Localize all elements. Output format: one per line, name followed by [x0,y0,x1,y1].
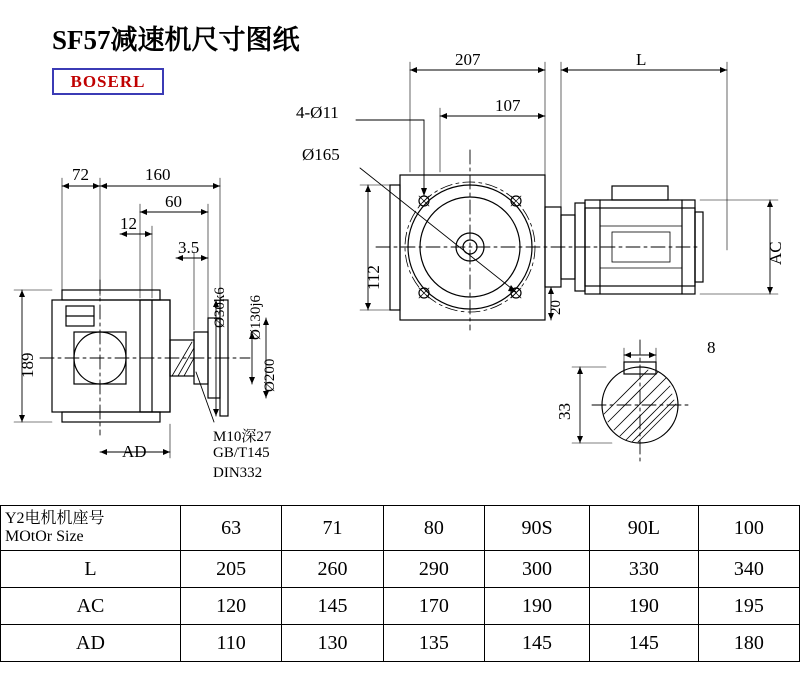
note-standard-din332: DIN332 [213,465,263,481]
table-cell-size-5: 100 [698,506,799,551]
table-row-label-L: L [1,551,181,588]
table-cell-AD-5: 180 [698,625,799,662]
table-cell-AC-1: 145 [282,588,383,625]
specification-table [0,505,800,662]
dim-left-160: 160 [145,165,171,184]
table-cell-AD-3: 145 [485,625,590,662]
table-cell-AD-1: 130 [282,625,383,662]
note-4-holes-d11: 4-Ø11 [296,103,339,122]
table-cell-L-2: 290 [383,551,484,588]
dim-top-20: 20 [548,300,564,315]
dim-top-112: 112 [364,265,383,290]
note-standard-gbt145: GB/T145 [213,445,270,461]
dim-top-107: 107 [495,96,521,115]
table-cell-size-0: 63 [181,506,282,551]
table-header-en: MOtOr Size [5,528,84,545]
table-header-cn: Y2电机机座号 [5,509,105,527]
dim-top-207: 207 [455,50,481,69]
dim-flange-d200: Ø200 [262,358,278,392]
dim-bolt-circle-d165: Ø165 [302,145,340,164]
table-cell-size-2: 80 [383,506,484,551]
table-row [1,625,800,662]
table-cell-AD-2: 135 [383,625,484,662]
dim-shaft-d30k6: Ø30k6 [212,287,228,328]
table-cell-size-3: 90S [485,506,590,551]
dim-top-AC: AC [766,241,785,265]
table-cell-AC-0: 120 [181,588,282,625]
dim-left-72: 72 [72,165,89,184]
table-cell-AD-4: 145 [590,625,699,662]
table-cell-AC-5: 195 [698,588,799,625]
table-cell-L-5: 340 [698,551,799,588]
table-row-label-AC: AC [1,588,181,625]
table-cell-L-0: 205 [181,551,282,588]
dim-left-60: 60 [165,192,182,211]
table-cell-AC-4: 190 [590,588,699,625]
table-cell-L-4: 330 [590,551,699,588]
dim-left-AD: AD [122,442,147,461]
dim-left-3-5: 3.5 [178,238,200,257]
table-cell-AC-2: 170 [383,588,484,625]
dim-shaft-d130j6: Ø130j6 [248,295,264,340]
table-cell-L-1: 260 [282,551,383,588]
brand-logo-text: BOSERL [70,71,146,91]
note-thread-m10: M10深27 [213,429,272,445]
dim-top-L: L [636,50,647,69]
dim-left-12: 12 [120,214,137,233]
dim-key-8: 8 [707,338,716,357]
dim-left-189: 189 [18,352,37,378]
dim-key-33: 33 [555,403,574,420]
table-row-label-AD: AD [1,625,181,662]
table-cell-L-3: 300 [485,551,590,588]
table-row-header [1,506,800,551]
table-row [1,588,800,625]
page-title: SF57减速机尺寸图纸 [52,25,300,55]
table-cell-size-4: 90L [590,506,699,551]
table-cell-AD-0: 110 [181,625,282,662]
table-header-motor-size [1,506,181,551]
table-row [1,551,800,588]
table-cell-size-1: 71 [282,506,383,551]
table-cell-AC-3: 190 [485,588,590,625]
